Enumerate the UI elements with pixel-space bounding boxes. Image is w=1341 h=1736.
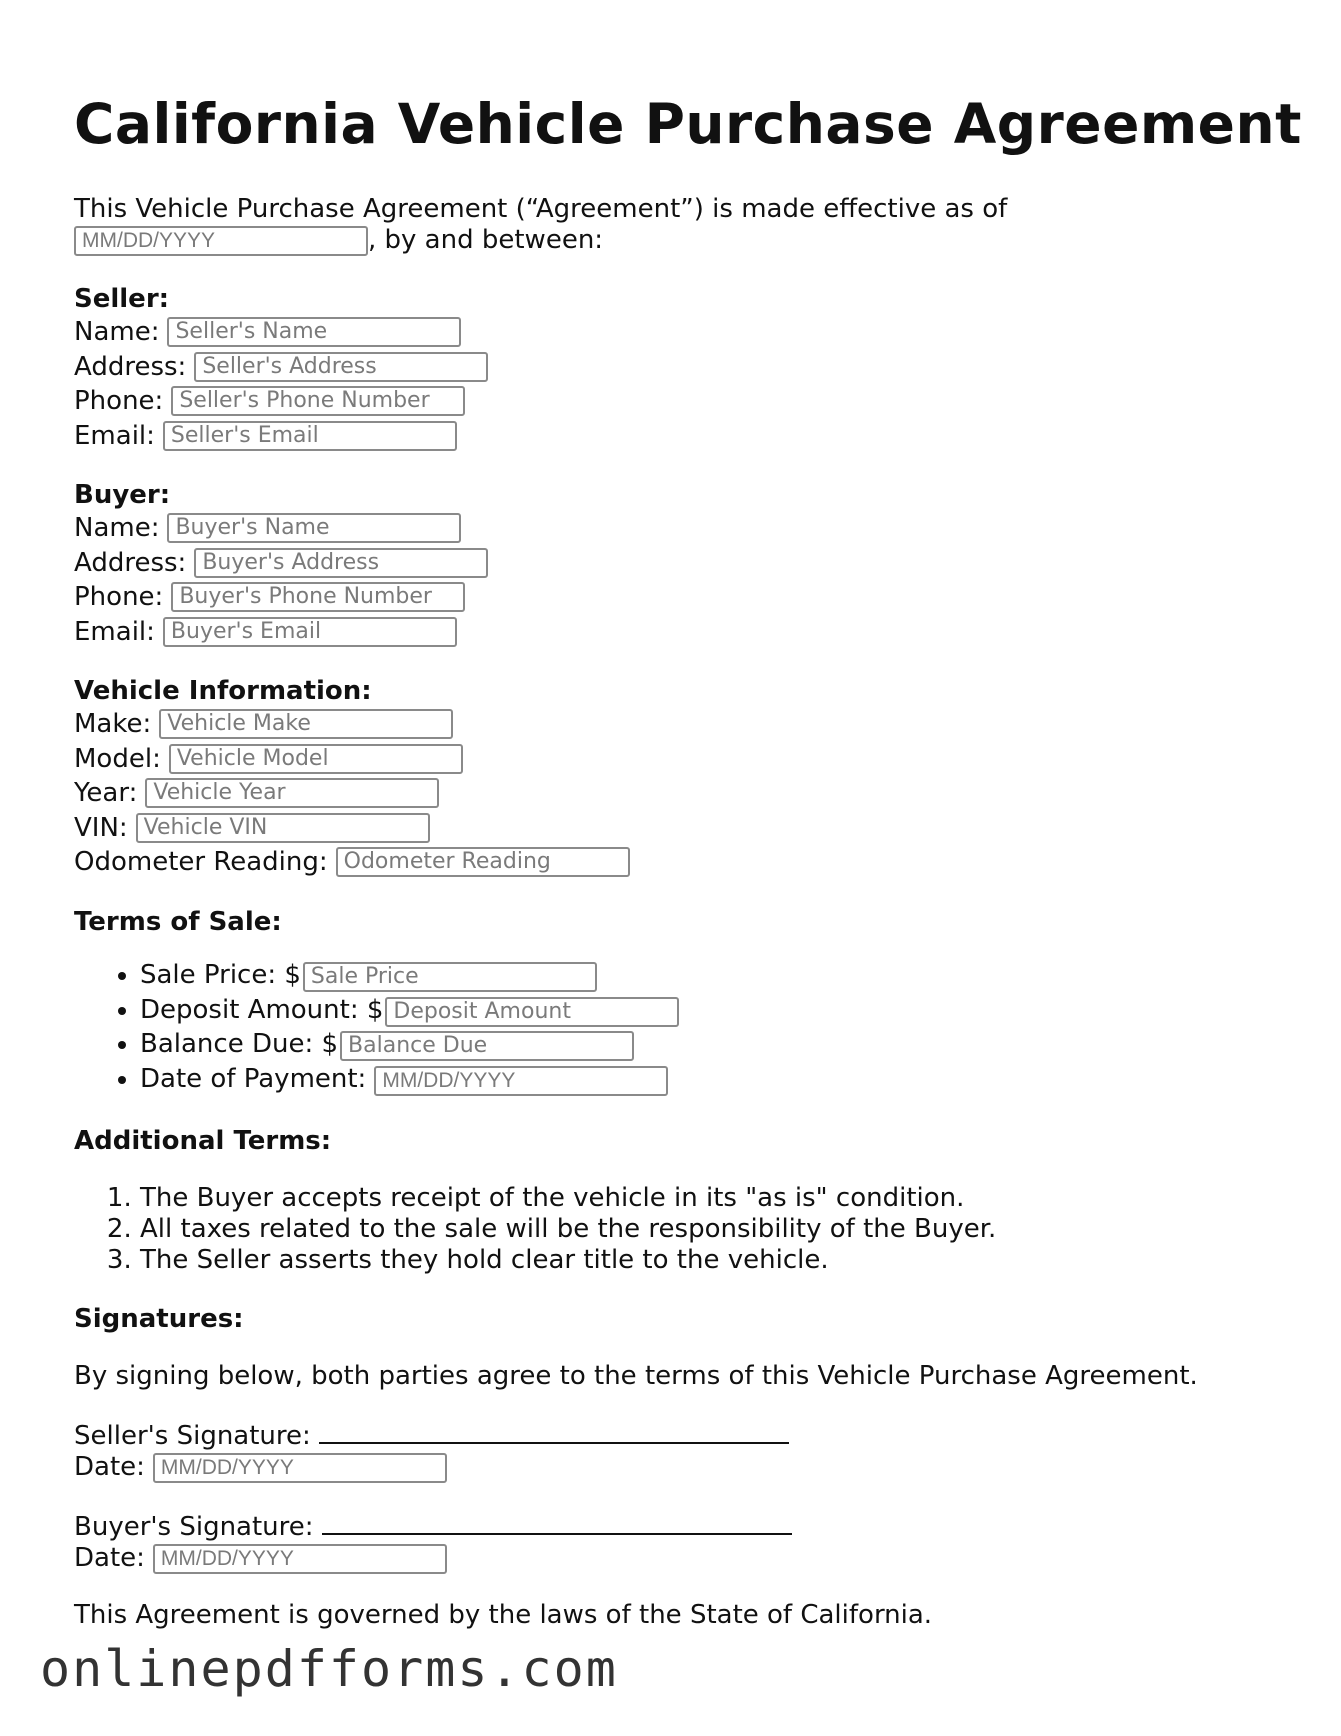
seller-email-field[interactable]: Seller's Email bbox=[163, 421, 457, 451]
intro-text: This Vehicle Purchase Agreement (“Agreement”) is made effective as of bbox=[74, 194, 1008, 224]
list-item bbox=[140, 958, 679, 993]
vehicle-section bbox=[74, 676, 630, 880]
seller-address-row bbox=[74, 350, 488, 385]
seller-name-field[interactable]: Seller's Name bbox=[167, 317, 461, 347]
buyer-date-row bbox=[74, 1543, 1198, 1574]
buyer-email-field[interactable]: Buyer's Email bbox=[163, 617, 457, 647]
buyer-name-field[interactable]: Buyer's Name bbox=[167, 513, 461, 543]
vehicle-year-field[interactable]: Vehicle Year bbox=[145, 778, 439, 808]
buyer-name-row bbox=[74, 511, 488, 546]
field-label: Make: bbox=[74, 709, 152, 739]
terms-section bbox=[74, 907, 679, 1096]
date-label: Date: bbox=[74, 1452, 145, 1482]
seller-phone-row bbox=[74, 384, 488, 419]
term-label: Deposit Amount: $ bbox=[140, 994, 384, 1025]
effective-date-field[interactable]: MM/DD/YYYY bbox=[74, 226, 368, 256]
deposit-amount-field[interactable]: Deposit Amount bbox=[385, 997, 679, 1027]
buyer-section bbox=[74, 480, 488, 649]
seller-address-field[interactable]: Seller's Address bbox=[194, 352, 488, 382]
buyer-phone-row bbox=[74, 580, 488, 615]
list-item: 1. The Buyer accepts receipt of the vehicle in its "as is" condition. bbox=[140, 1183, 996, 1214]
list-item bbox=[140, 993, 679, 1028]
buyer-date-field[interactable]: MM/DD/YYYY bbox=[153, 1544, 447, 1574]
vehicle-model-row bbox=[74, 742, 630, 777]
signatures-heading: Signatures: bbox=[74, 1304, 244, 1334]
signatures-statement: By signing below, both parties agree to the terms of this Vehicle Purchase Agreement. bbox=[74, 1361, 1198, 1391]
odometer-row bbox=[74, 845, 630, 880]
watermark: onlinepdfforms.com bbox=[40, 1640, 618, 1698]
terms-list bbox=[74, 958, 679, 1096]
odometer-field[interactable]: Odometer Reading bbox=[336, 847, 630, 877]
seller-phone-field[interactable]: Seller's Phone Number bbox=[171, 386, 465, 416]
intro-text-after: , by and between: bbox=[368, 225, 604, 255]
seller-date-field[interactable]: MM/DD/YYYY bbox=[153, 1453, 447, 1483]
buyer-address-row bbox=[74, 546, 488, 581]
additional-heading: Additional Terms: bbox=[74, 1126, 332, 1156]
signatures-section bbox=[74, 1304, 1198, 1631]
field-label: Address: bbox=[74, 547, 187, 578]
buyer-signature-label: Buyer's Signature: bbox=[74, 1512, 314, 1542]
document-title: California Vehicle Purchase Agreement bbox=[74, 92, 1302, 156]
seller-heading: Seller: bbox=[74, 284, 170, 314]
seller-date-row bbox=[74, 1452, 1198, 1483]
field-label: Phone: bbox=[74, 386, 164, 416]
list-item: 2. All taxes related to the sale will be the responsibility of the Buyer. bbox=[140, 1214, 996, 1245]
list-item bbox=[140, 1062, 679, 1097]
term-label: Date of Payment: bbox=[140, 1063, 367, 1094]
list-item: 3. The Seller asserts they hold clear title to the vehicle. bbox=[140, 1245, 996, 1276]
list-item bbox=[140, 1027, 679, 1062]
buyer-signature-row bbox=[74, 1509, 1198, 1543]
vehicle-vin-field[interactable]: Vehicle VIN bbox=[136, 813, 430, 843]
term-label: Sale Price: $ bbox=[140, 960, 301, 990]
field-label: VIN: bbox=[74, 812, 128, 843]
payment-date-field[interactable]: MM/DD/YYYY bbox=[374, 1066, 668, 1096]
field-label: Email: bbox=[74, 616, 155, 647]
field-label: Name: bbox=[74, 513, 160, 543]
seller-signature-line[interactable] bbox=[319, 1418, 789, 1444]
vehicle-year-row bbox=[74, 776, 630, 811]
field-label: Name: bbox=[74, 317, 160, 347]
seller-name-row bbox=[74, 315, 488, 350]
intro-paragraph bbox=[74, 194, 1007, 256]
field-label: Address: bbox=[74, 351, 187, 382]
field-label: Model: bbox=[74, 743, 161, 774]
term-label: Balance Due: $ bbox=[140, 1029, 339, 1059]
field-label: Phone: bbox=[74, 582, 164, 612]
seller-email-row bbox=[74, 419, 488, 454]
vehicle-make-row bbox=[74, 707, 630, 742]
buyer-address-field[interactable]: Buyer's Address bbox=[194, 548, 488, 578]
seller-signature-row bbox=[74, 1418, 1198, 1452]
seller-section bbox=[74, 284, 488, 453]
buyer-email-row bbox=[74, 615, 488, 650]
field-label: Year: bbox=[74, 778, 138, 808]
field-label: Email: bbox=[74, 420, 155, 451]
vehicle-heading: Vehicle Information: bbox=[74, 676, 372, 706]
buyer-heading: Buyer: bbox=[74, 480, 171, 510]
buyer-phone-field[interactable]: Buyer's Phone Number bbox=[171, 582, 465, 612]
date-label: Date: bbox=[74, 1543, 145, 1573]
field-label: Odometer Reading: bbox=[74, 847, 328, 877]
governing-law: This Agreement is governed by the laws of the State of California. bbox=[74, 1600, 933, 1630]
vehicle-make-field[interactable]: Vehicle Make bbox=[159, 709, 453, 739]
terms-heading: Terms of Sale: bbox=[74, 907, 282, 937]
vehicle-model-field[interactable]: Vehicle Model bbox=[169, 744, 463, 774]
buyer-signature-line[interactable] bbox=[322, 1509, 792, 1535]
additional-terms-list bbox=[74, 1183, 996, 1276]
vehicle-vin-row bbox=[74, 811, 630, 846]
additional-terms-section bbox=[74, 1126, 996, 1276]
seller-signature-label: Seller's Signature: bbox=[74, 1421, 311, 1451]
balance-due-field[interactable]: Balance Due bbox=[340, 1031, 634, 1061]
sale-price-field[interactable]: Sale Price bbox=[303, 962, 597, 992]
